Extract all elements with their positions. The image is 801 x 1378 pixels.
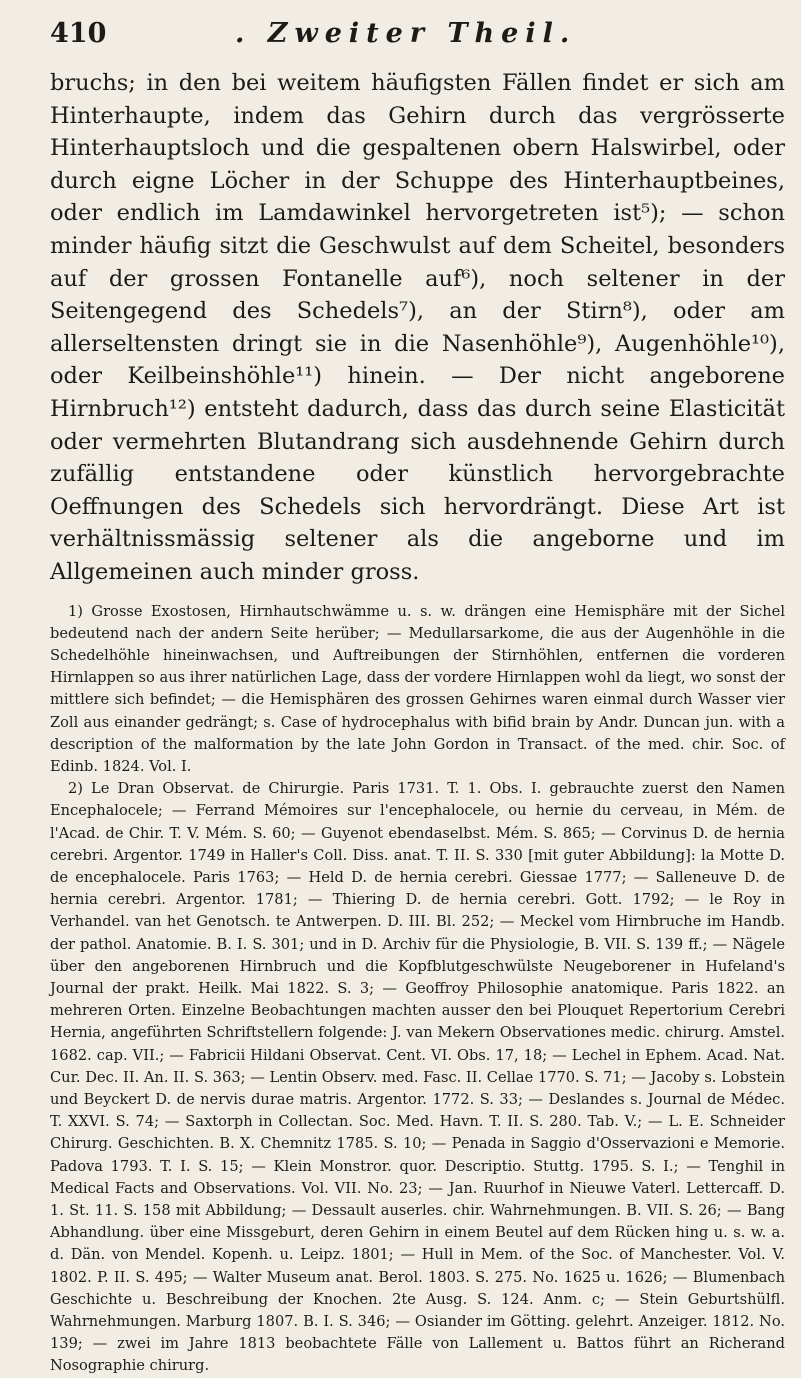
footnote-2: 2) Le Dran Observat. de Chirurgie. Paris 1731. T. 1. Obs. I. gebrauchte zuerst den Namen Encephalocele; — Ferrand Mémoires sur l'encephalocele, ou hernie du cerveau, in Mém. de l'Acad. de Chir. T. V. Mém. S. 60; — Guyenot ebendaselbst. Mém. S. 865; — Corvinus D. de hernia cerebri. Argentor. 1749 in Haller's Coll. Diss. anat. T. II. S. 330 [mit guter Abbildung]: la Motte D. de encephalocele. Paris 1763; — Held D. de hernia cerebri. Giessae 1777; — Salleneuve D. de hernia cerebri. Argentor. 1781; — Thiering D. de hernia cerebri. Gott. 1792; — le Roy in Verhandel. van het Genotsch. te Antwerpen. D. III. Bl. 252; — Meckel vom Hirnbruche im Handb. der pathol. Anatomie. B. I. S. 301; und in D. Archiv für die Physiologie, B. VII. S. 139 ff.; — Nägele über den angeborenen Hirnbruch und die Kopfblutgeschwülste Neugeborener in Hufeland's Journal der prakt. Heilk. Mai 1822. S. 3; — Geoffroy Philosophie anatomique. Paris 1822. an mehreren Orten. Einzelne Beobachtungen machten ausser den bei Plouquet Repertorium Cerebri Hernia, angeführten Schriftstellern folgende: J. van Mekern Observationes medic. chirurg. Amstel. 1682. cap. VII.; — Fabricii Hildani Observat. Cent. VI. Obs. 17, 18; — Lechel in Ephem. Acad. Nat. Cur. Dec. II. An. II. S. 363; — Lentin Observ. med. Fasc. II. Cellae 1770. S. 71; — Jacoby s. Lobstein und Beyckert D. de nervis durae matris. Argentor. 1772. S. 33; — Deslandes s. Journal de Médec. T. XXVI. S. 74; — Saxtorph in Collectan. Soc. Med. Havn. T. II. S. 280. Tab. V.; — L. E. Schneider Chirurg. Geschichten. B. X. Chemnitz 1785. S. 10; — Penada in Saggio d'Osservazioni e Memorie. Padova 1793. T. I. S. 15; — Klein Monstror. quor. Descriptio. Stuttg. 1795. S. I.; — Tenghil in Medical Facts and Observations. Vol. VII. No. 23; — Jan. Ruurhof in Nieuwe Vaterl. Lettercaff. D. 1. St. 11. S. 158 mit Abbildung; — Dessault auserles. chir. Wahrnehmungen. B. VII. S. 26; — Bang Abhandlung. über eine Missgeburt, deren Gehirn in einem Beutel auf dem Rücken hing u. s. w. a. d. Dän. von Mendel. Kopenh. u. Leipz. 1801; — Hull in Mem. of the Soc. of Manchester. Vol. V. 1802. P. II. S. 495; — Walter Museum anat. Berol. 1803. S. 275. No. 1625 u. 1626; — Blumenbach Geschichte u. Beschreibung der Knochen. 2te Ausg. S. 124. Anm. c; — Stein Geburtshülfl. Wahrnehmungen. Marburg 1807. B. I. S. 346; — Osiander im Götting. gelehrt. Anzeiger. 1812. No. 139; — zwei im Jahre 1813 beobachtete Fälle von Lallement u. Battos führt an Richerand Nosographie chirurg. [50,780,785,1375]
page-number: 410 [50,18,107,49]
book-page [50,14,785,1375]
page-header [50,14,785,54]
main-text: bruchs; in den bei weitem häufigsten Fällen findet er sich am Hinterhaupte, indem das Gehirn durch das vergrösserte Hinterhauptsloch und die gespaltenen obern Halswirbel, oder durch eigne Löcher in der Schuppe des Hinterhauptbeines, oder endlich im Lamdawinkel hervorgetreten ist⁵); — schon minder häufig sitzt die Geschwulst auf dem Scheitel, besonders auf der grossen Fontanelle auf⁶), noch seltener in der Seitengegend des Schedels⁷), an der Stirn⁸), oder am allerseltensten dringt sie in die Nasenhöhle⁹), Augenhöhle¹⁰), oder Keilbeinshöhle¹¹) hinein. — Der nicht angeborene Hirnbruch¹²) entsteht dadurch, dass das durch seine Elasticität oder vermehrten Blutandrang sich ausdehnende Gehirn durch zufällig entstandene oder künstlich hervorgebrachte Oeffnungen des Schedels sich hervordrängt. Diese Art ist verhältnissmässig seltener als die angeborne und im Allgemeinen auch minder gross. [50,70,785,585]
footnotes [50,601,785,1378]
footnote-1: 1) Grosse Exostosen, Hirnhautschwämme u. s. w. drängen eine Hemisphäre mit der Sichel bedeutend nach der andern Seite herüber; — Medullarsarkome, die aus der Augenhöhle in die Schedelhöhle hineinwachsen, und Auftreibungen der Stirnhöhlen, entfernen die vorderen Hirnlappen so aus ihrer natürlichen Lage, dass der vordere Hirnlappen wohl da liegt, wo sonst der mittlere sich befindet; — die Hemisphären des grossen Gehirnes waren einmal durch Wasser vier Zoll aus einander gedrängt; s. Case of hydrocephalus with bifid brain by Andr. Duncan jun. with a description of the malformation by the late John Gordon in Transact. of the med. chir. Soc. of Edinb. 1824. Vol. I. [50,602,785,775]
running-head: . Zweiter Theil. [235,18,577,49]
